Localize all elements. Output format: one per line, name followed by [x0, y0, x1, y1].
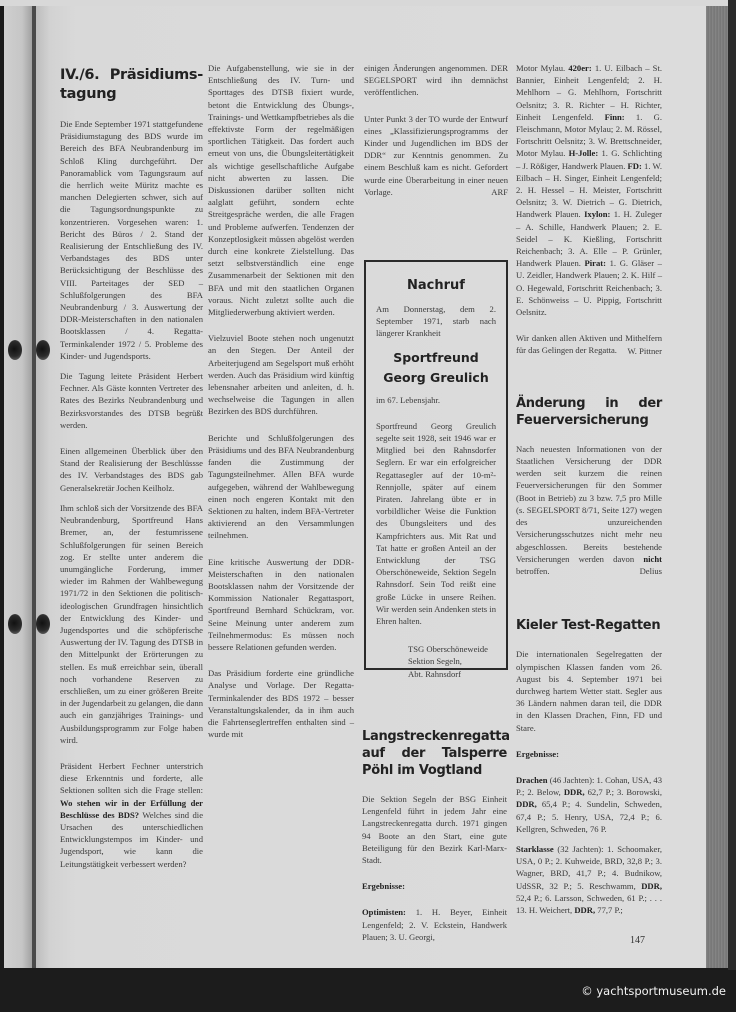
- bold-label: Drachen: [516, 774, 548, 785]
- obituary-paragraph: Sportfreund Georg Greulich segelte seit 1928, seit 1946 war er Mitglied bei den Rahnsdorfer Seglern. Er war ein erfolgreicher Regattasegler auf der 10-m²-Rennjolle, später auf einem Piraten. Jahrelang übte er in vorbildlicher Weise die Funktion des Übungsleiters und des Kampfrichters aus. Mit Rat und Tat hatte er großen Anteil an der Entwicklung der TSG Oberschöneweide, Sektion Segeln Rahnsdorf. Sein Tod reißt eine große Lücke in unsere Reihen. Wir werden sein Andenken stets in Ehren halten.: [376, 420, 496, 627]
- paragraph: Die internationalen Segelregatten der olympischen Klassen fanden vom 26. August bis 4. September 1971 bei durchweg hartem Wetter statt. Segler aus 36 Ländern nahmen daran teil, die DDR in den Klassen Drachen, Finn, FD und Stare.: [516, 649, 662, 733]
- signature-pittner: W. Pittner: [627, 345, 662, 356]
- obituary-intro: Am Donnerstag, dem 2. September 1971, starb nach längerer Krankheit: [376, 304, 496, 339]
- binding-hole-left-lower: [8, 614, 22, 634]
- binding-hole-upper: [36, 340, 50, 360]
- results-drachen: [516, 774, 662, 835]
- binding-hole-left-upper: [8, 340, 22, 360]
- paragraph: Die Tagung leitete Präsident Herbert Fechner. Als Gäste konnten Vertreter des Rates des Bezirks Neubrandenburg und Bezirksvorstandes des DTSB begrüßt werden.: [60, 371, 203, 430]
- text-run: Welches sind die Ursachen des unterschiedlichen Entwicklungstempos im Kinder- und Jugendsport, wie kann die Leitungstätigkeit verbessert werden?: [60, 809, 204, 869]
- bold-label: DDR,: [574, 904, 596, 915]
- regatta-results: [516, 62, 662, 318]
- obituary-box: [364, 260, 508, 679]
- article-title-kieler-test-regatten: Kieler Test-Regatten: [516, 618, 661, 634]
- text-run: 77,7 P.;: [595, 904, 623, 915]
- text-run: Motor Mylau.: [516, 63, 569, 73]
- obituary-text: [376, 303, 496, 340]
- paragraph: einigen Änderungen angenommen. DER SEGELSPORT wird ihn demnächst veröffentlichen.: [364, 63, 508, 98]
- text-run: (46 Jachten): 1. Cohan, USA, 43 P.; 2. Below,: [516, 774, 662, 798]
- signature-delius: Delius: [639, 566, 662, 577]
- text-run: 1. H. Beyer, Einheit Lengenfeld; 2. V. Eckstein, Handwerk Plauen; 3. U. Georgi,: [362, 907, 507, 942]
- column-4: [516, 62, 662, 924]
- thanks-paragraph: Wir danken allen Aktiven und Mithelfern für das Gelingen der Regatta.: [516, 333, 662, 356]
- results-label: [362, 880, 507, 892]
- column-3-bottom: [362, 728, 510, 951]
- paragraph: Das Präsidium forderte eine gründliche Analyse und Vorlage. Der Regatta-Terminkalender des BDS 1972 – besser Veranstaltungskalender, da in ihm auch die Fahrtenseglertreffen enthalten sind – wurde mit: [208, 668, 354, 740]
- sender-line: Sektion Segeln,: [408, 656, 462, 667]
- text-run: Nach neuesten Informationen von der Staatlichen Versicherung der DDR werden seit kurzem die reinen Feuerversicherungen für den Sommer (Boot in Betrieb) zu 3 bzw. 7,5 pro Mille (s. SEGELSPORT 8/71, Seite 127) wegen des unzureichenden Versicherungsschutzes nicht mehr neu abgeschlossen. Bereits bestehende Versicherungen werden davon: [516, 443, 662, 564]
- bold-label: DDR,: [516, 799, 537, 810]
- paragraph: Ihm schloß sich der Vorsitzende des BFA Neubrandenburg, Sportfreund Hans Bremer, an, der festumrissene Schlußfolgerungen für seinen Bereich zog. Er stellte unter anderem die unumgängliche Forderung, immer wieder im Rahmen der Wahlbewegung 1971/72 in den Sektionen die politisch-ideologischen Grundfragen hinsichtlich der Entwicklung des Kinder- und Jugendsportes und die schöpferische Auswertung der IV. Tagung des DTSB in den Mittelpunkt der Erörterungen zu stellen. Es muß erreichbar sein, überall noch vorhandene Reserven zu erschließen, um zu einer größeren Breite in der Jugendarbeit zu gelangen, die dann auch ein ganzjähriges Trainings- und Ausbildungsprogramm zur Folge haben wird.: [60, 502, 203, 745]
- bold-label: H-Jolle:: [568, 148, 599, 159]
- obituary-body: [376, 394, 496, 680]
- results-label-text: Ergebnisse:: [362, 881, 405, 892]
- binding-hole-lower: [36, 614, 50, 634]
- footer-bar: [0, 970, 736, 1012]
- copyright-credit: © yachtsportmuseum.de: [581, 984, 726, 998]
- page-number: 147: [630, 935, 645, 946]
- text-run: (32 Jachten): 1. Schoomaker, USA, 0 P.; 2. Kuhweide, BRD, 32,8 P.; 3. Wagner, BRD, 41,7 P.; 4. Budnikow, UdSSR, 32 P.; 5. Reschwamm,: [516, 843, 662, 891]
- article-title-langstreckenregatta: Langstreckenregatta auf der Talsperre Pöhl im Vogtland: [362, 729, 510, 778]
- paragraph: Unter Punkt 3 der TO wurde der Entwurf eines „Klassifizierungsprogramms der Kinder und Jugendlichen im BDS der DDR“ zur Kenntnis genommen. Zu einem Beschluß kam es nicht. Gefordert wurde eine Überarbeitung in einer neuen Vorlage.: [364, 113, 508, 197]
- text-run: 1. G. Schlichting – J. Rößiger, Handwerk Plauen.: [516, 148, 662, 171]
- text-run: 1. W. Eilbach – H. Singer, Einheit Lengenfeld; 2. H. Hessel – H. Meister, Fortschritt Oelsnitz; 3. W. Dietrich – G. Dietrich, Handwerk Plauen.: [516, 160, 663, 220]
- paragraph: Die Ende September 1971 stattgefundene Präsidiumstagung des BDS wurde im Bereich des BFA Neubrandenburg im Schloß Kling durchgeführt. Der Panoramablick vom Tagungsraum auf die herrlich weite Müritz machte es manchen Delegierten schwer, sich auf die Tagungsordnungspunkte zu konzentrieren. Vorgesehen waren: 1. Bericht des Büros / 2. Stand der Realisierung der Entschließung des IV. Verbandstages des BDS unter Berücksichtigung der Beschlüsse des VIII. Parteitages der SED – Schlußfolgerungen des BFA Neubrandenburg / 3. Auswertung der DDR-Meisterschaften in den nationalen Bootsklassen / 4. Regatta-Terminkalender 1972 / 5. Probleme des Kinder- und Jugendsports.: [60, 119, 203, 361]
- obituary-name-line2: Georg Greulich: [383, 369, 489, 385]
- text-run: 1. G. Gläser – U. Zeidler, Handwerk Plauen; 2. K. Hilf – O. Hegewald, Fortschritt Reichenbach; 3. E. Schönweiss – U. Pippig, Fortschritt Oelsnitz.: [516, 258, 662, 318]
- sender-line: TSG Oberschöneweide: [408, 644, 488, 655]
- bold-label: Pirat:: [584, 258, 607, 269]
- paragraph: Die Aufgabenstellung, wie sie in der Entschließung des IV. Turn- und Sporttages des DTSB fixiert wurde, betont die Entwicklung des Übungs-, Trainings- und Wettkampfbetriebes als die effektivste Form der regelmäßigen sportlichen Tätigkeit. Das fordert auch erneut von uns, die Übungsleitertätigkeit als wichtige gesellschaftliche Aufgabe nicht abwerten zu lassen. Die Diskussionen darüber sollten nicht aalglatt geführt, sondern echte Streitgespräche werden, die alle Fragen und Probleme aufwerfen. Tendenzen der Konzeptlosigkeit müssen abgelöst werden durch eine konkrete Zielstellung. Das setzt selbstverständlich eine enge Zusammenarbeit der Sektionen mit den BFA und mit den staatlichen Organen voraus. Nicht zuletzt sollte auch die Mitgliederwerbung aktiviert werden.: [208, 63, 354, 318]
- text-run: Präsident Herbert Fechner unterstrich diese Erkenntnis und forderte, alle Sektionen sollten sich die Frage stellen:: [60, 760, 203, 796]
- obituary-title: Nachruf: [407, 278, 465, 293]
- obituary-sender: [408, 643, 496, 680]
- column-2: [208, 62, 354, 748]
- bold-label: Starklasse: [516, 843, 554, 854]
- page-stack-edge: [706, 6, 730, 968]
- signature-arf: ARF: [491, 187, 508, 198]
- results-optimisten: [362, 906, 507, 943]
- paragraph: Einen allgemeinen Überblick über den Stand der Realisierung der Beschlüssse des IV. Verbandstages des BDS gab Generalsekretär Jochen Keilholz.: [60, 446, 203, 493]
- bold-word: nicht: [643, 553, 662, 564]
- paragraph: Die Sektion Segeln der BSG Einheit Lengenfeld führt in jedem Jahr eine Langstreckenregatta durch. 1971 gingen 94 Boote an den Start, eine gute Beteiligung für den Bezirk Karl-Marx-Stadt.: [362, 794, 507, 866]
- obituary-name-line1: Sportfreund: [393, 349, 479, 365]
- bold-label: DDR,: [563, 787, 585, 798]
- bold-question: Wo stehen wir in der Erfüllung der Beschlüsse des BDS?: [60, 797, 203, 820]
- facing-page-edge: [4, 6, 34, 968]
- bold-label: Ixylon:: [584, 209, 611, 220]
- column-3-top: [364, 62, 508, 198]
- paragraph: Vielzuviel Boote stehen noch ungenutzt an den Stegen. Der Anteil der Arbeiterjugend am Segelsport muß erhöht werden. Auch das Präsidium wird künftig lebensnaher arbeiten und anleiten, d. h. wechselweise die Tagungen in allen Bezirken des BDS durchführen.: [208, 333, 354, 417]
- results-label: [516, 748, 662, 760]
- bold-label: FD:: [627, 160, 642, 171]
- class-label: Optimisten:: [362, 907, 406, 918]
- paragraph-with-question: [60, 760, 203, 870]
- text-run: 52,4 P.; 6. Larsson, Schweden, 61 P.; . . . 13. H. Weichert,: [516, 892, 662, 915]
- paragraph: Eine kritische Auswertung der DDR-Meisterschaften in den nationalen Bootsklassen nahm der Vorsitzende der Kommission Nationaler Regattasport, Sportfreund Bernhard Schückram, vor. Seine Meinung unter anderem zum Teilnehmermodus: Es müssen noch bessere Relationen gefunden werden.: [208, 556, 354, 652]
- scan-right-border: [728, 0, 736, 1012]
- bold-label: Finn:: [604, 111, 625, 122]
- text-run: betroffen.: [516, 565, 550, 576]
- article-title-feuerversicherung: Änderung in der Feuerversicherung: [516, 395, 662, 428]
- paragraph-feuerversicherung: [516, 443, 662, 577]
- bold-label: DDR,: [641, 880, 662, 891]
- bold-label: 420er:: [568, 63, 592, 73]
- column-1: [60, 66, 203, 878]
- text-run: 1. U. Eilbach – St. Bannier, Einheit Lengenfeld; 2. H. Mehlhorn – G. Mehlhorn, Fortschritt Oelsnitz; 3. R. Richter – H. Richter, Einheit Lengenfeld.: [516, 63, 662, 122]
- text-run: 1. H. Zuleger – A. Schille, Handwerk Plauen; 2. E. Seidel – K. Kießling, Fortschritt Reichenbach; 3. A. Elle – P. Grünler, Handwerk Plauen.: [516, 209, 662, 269]
- sender-line: Abt. Rahnsdorf: [408, 668, 461, 679]
- results-label-text: Ergebnisse:: [516, 748, 559, 759]
- article-title-praesidiumstagung: IV./6. Präsidiums-tagung: [60, 67, 203, 102]
- paragraph: Berichte und Schlußfolgerungen des Präsidiums und des BFA Neubrandenburg fanden die Zustimmung der Tagungsteilnehmer. Allen BFA wurde aufgegeben, während der Wahlbewegung einen noch engeren Kontakt mit den Sektionen zu halten, indem BFA-Vertreter aktivierend an den Versammlungen teilnehmen.: [208, 432, 354, 541]
- results-starklasse: [516, 843, 662, 916]
- text-run: 65,4 P.; 4. Sundelin, Schweden, 67,4 P.; 5. Henry, USA, 72,4 P.; 6. Kellgren, Schweden, 76 P.: [516, 799, 662, 834]
- obituary-age: im 67. Lebensjahr.: [376, 394, 440, 405]
- text-run: 1. G. Fleischmann, Motor Mylau; 2. M. Rössel, Fortschritt Oelsnitz; 3. W. Brettschneider, Motor Mylau.: [516, 111, 662, 159]
- text-run: 62,7 P.; 3. Borowski,: [584, 787, 663, 798]
